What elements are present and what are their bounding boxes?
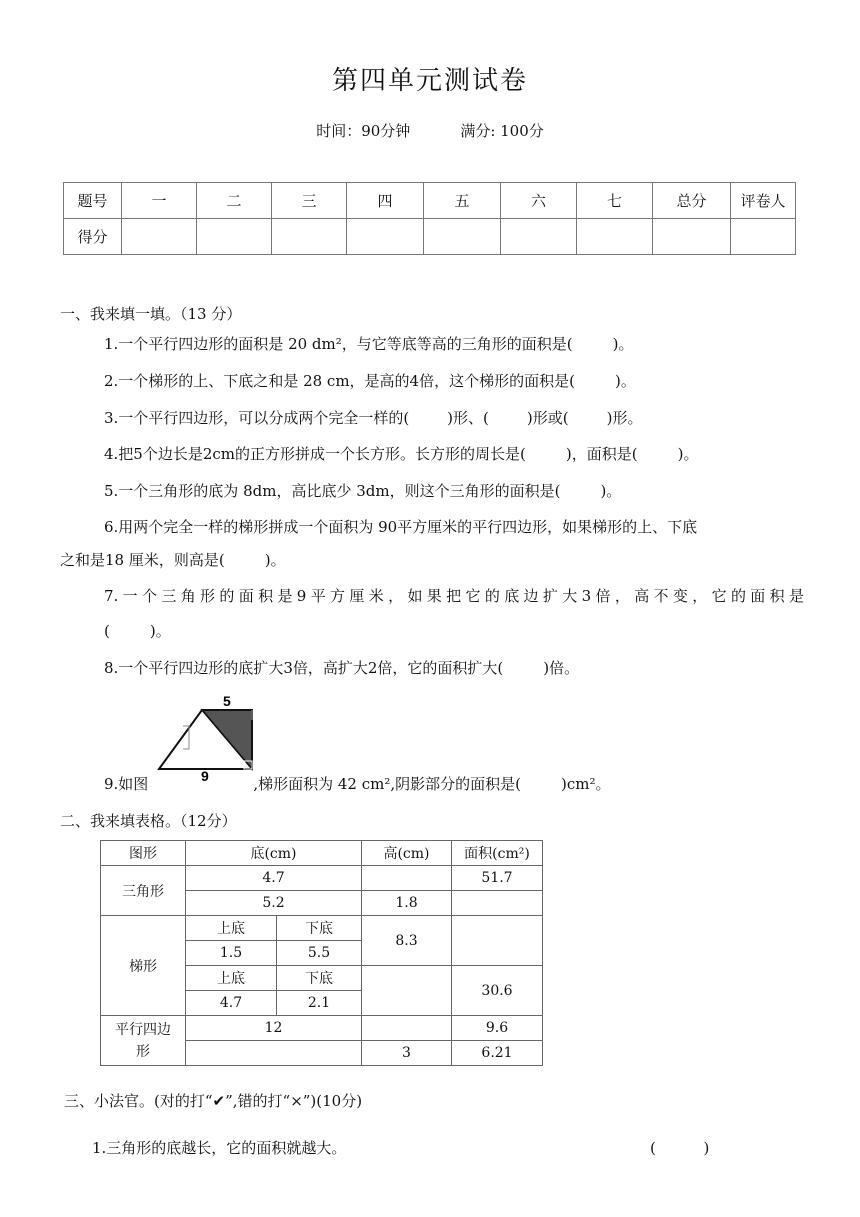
question-1 [104, 333, 634, 355]
question-text: )。 [600, 482, 622, 500]
exam-info [0, 120, 860, 141]
time-limit: 时间：90分钟 [316, 122, 411, 140]
score-header-cell: 一 [122, 183, 197, 219]
shape-label: 形 [136, 1043, 150, 1060]
question-6-line2 [60, 549, 286, 571]
question-7-line2 [104, 620, 171, 642]
score-cell[interactable] [424, 219, 501, 255]
score-header-cell: 评卷人 [731, 183, 796, 219]
table-row [101, 916, 543, 941]
question-text: )。 [149, 622, 171, 640]
table-cell: 8.3 [362, 916, 452, 966]
question-6-line1: 6.用两个完全一样的梯形拼成一个面积为 90平方厘米的平行四边形，如果梯形的上、下底 [104, 518, 698, 536]
shape-parallelogram [101, 1016, 186, 1066]
answer-cell[interactable] [452, 891, 543, 916]
answer-cell[interactable] [362, 866, 452, 891]
header-shape: 图形 [101, 841, 186, 866]
answer-cell[interactable] [362, 966, 452, 1016]
score-header-cell: 三 [272, 183, 347, 219]
score-cell[interactable] [577, 219, 653, 255]
score-header-cell: 二 [197, 183, 272, 219]
score-header-cell: 七 [577, 183, 653, 219]
table-cell: 3 [362, 1041, 452, 1066]
score-header-cell: 五 [424, 183, 501, 219]
question-text: ,梯形面积为 42 cm²,阴影部分的面积是( [253, 775, 521, 793]
question-text: )。 [264, 551, 286, 569]
question-text: )。 [612, 335, 634, 353]
table-cell: 30.6 [452, 966, 543, 1016]
score-table-header-row [64, 183, 796, 219]
table-cell: 1.5 [186, 941, 277, 966]
table-row [101, 866, 543, 891]
question-text: 9.如图 [104, 775, 149, 793]
score-row-label: 得分 [64, 219, 122, 255]
answer-cell[interactable] [452, 916, 543, 966]
question-text: )倍。 [543, 659, 580, 677]
score-cell[interactable] [731, 219, 796, 255]
answer-cell[interactable] [362, 1016, 452, 1041]
question-text: )形或( [526, 409, 569, 427]
table-cell: 4.7 [186, 866, 362, 891]
top-base-label: 5 [223, 693, 231, 709]
question-text: )形。 [606, 409, 643, 427]
question-text: )cm²。 [560, 775, 611, 793]
subheader-top: 上底 [186, 916, 277, 941]
header-base: 底(cm) [186, 841, 362, 866]
section1-heading: 一、我来填一填。（13 分） [60, 305, 242, 323]
question-8 [104, 657, 579, 679]
question-text: 3.一个平行四边形，可以分成两个完全一样的( [104, 409, 410, 427]
question-text: )形、( [447, 409, 489, 427]
table-cell: 5.5 [277, 941, 362, 966]
page-title: 第四单元测试卷 [331, 66, 528, 96]
table-cell: 51.7 [452, 866, 543, 891]
question-text: 5.一个三角形的底为 8dm，高比底少 3dm，则这个三角形的面积是( [104, 482, 561, 500]
fill-table [100, 840, 543, 1066]
question-text: )。 [677, 445, 699, 463]
question-2 [104, 370, 636, 392]
table-cell: 4.7 [186, 991, 277, 1016]
score-header-cell: 四 [347, 183, 424, 219]
question-text: )。 [614, 372, 636, 390]
table-cell: 6.21 [452, 1041, 543, 1066]
shape-trapezoid: 梯形 [101, 916, 186, 1016]
question-text: 2.一个梯形的上、下底之和是 28 cm，是高的4倍，这个梯形的面积是( [104, 372, 575, 390]
table-cell: 12 [186, 1016, 362, 1041]
judge-answer-bracket[interactable]: ( ) [650, 1139, 710, 1157]
question-text: )，面积是( [565, 445, 638, 463]
table-header-row [101, 841, 543, 866]
question-3 [104, 407, 642, 429]
subheader-bottom: 下底 [277, 966, 362, 991]
table-cell: 5.2 [186, 891, 362, 916]
header-area: 面积(cm²) [452, 841, 543, 866]
shape-triangle: 三角形 [101, 866, 186, 916]
score-table-score-row [64, 219, 796, 255]
section3-heading: 三、小法官。(对的打“✔”,错的打“×”)(10分) [64, 1092, 363, 1110]
full-score: 满分: 100分 [460, 122, 544, 140]
shape-label: 平行四边 [115, 1021, 171, 1038]
table-cell: 1.8 [362, 891, 452, 916]
judge-question-1: 1.三角形的底越长，它的面积就越大。 [92, 1139, 347, 1157]
question-4 [104, 443, 698, 465]
table-cell: 9.6 [452, 1016, 543, 1041]
bottom-base-label: 9 [201, 768, 209, 784]
score-header-cell: 总分 [653, 183, 731, 219]
score-cell[interactable] [272, 219, 347, 255]
header-height: 高(cm) [362, 841, 452, 866]
question-text: ( [104, 622, 110, 640]
subheader-bottom: 下底 [277, 916, 362, 941]
answer-cell[interactable] [186, 1041, 362, 1066]
question-5 [104, 480, 621, 502]
section2-heading: 二、我来填表格。（12分） [60, 812, 237, 830]
score-cell[interactable] [501, 219, 577, 255]
score-cell[interactable] [122, 219, 197, 255]
question-9 [104, 773, 610, 795]
score-header-cell: 题号 [64, 183, 122, 219]
score-cell[interactable] [653, 219, 731, 255]
score-header-cell: 六 [501, 183, 577, 219]
question-text: 4.把5个边长是2cm的正方形拼成一个长方形。长方形的周长是( [104, 445, 526, 463]
subheader-top: 上底 [186, 966, 277, 991]
question-7-line1: 7.一个三角形的面积是9平方厘米，如果把它的底边扩大3倍，高不变，它的面积是 [104, 587, 804, 605]
question-text: 之和是18 厘米，则高是( [60, 551, 225, 569]
table-cell: 2.1 [277, 991, 362, 1016]
question-text: 1.一个平行四边形的面积是 20 dm²，与它等底等高的三角形的面积是( [104, 335, 573, 353]
table-row [101, 1016, 543, 1041]
score-table [63, 182, 796, 255]
question-text: 8.一个平行四边形的底扩大3倍，高扩大2倍，它的面积扩大( [104, 659, 504, 677]
trapezoid-figure [150, 690, 260, 784]
score-cell[interactable] [197, 219, 272, 255]
score-cell[interactable] [347, 219, 424, 255]
